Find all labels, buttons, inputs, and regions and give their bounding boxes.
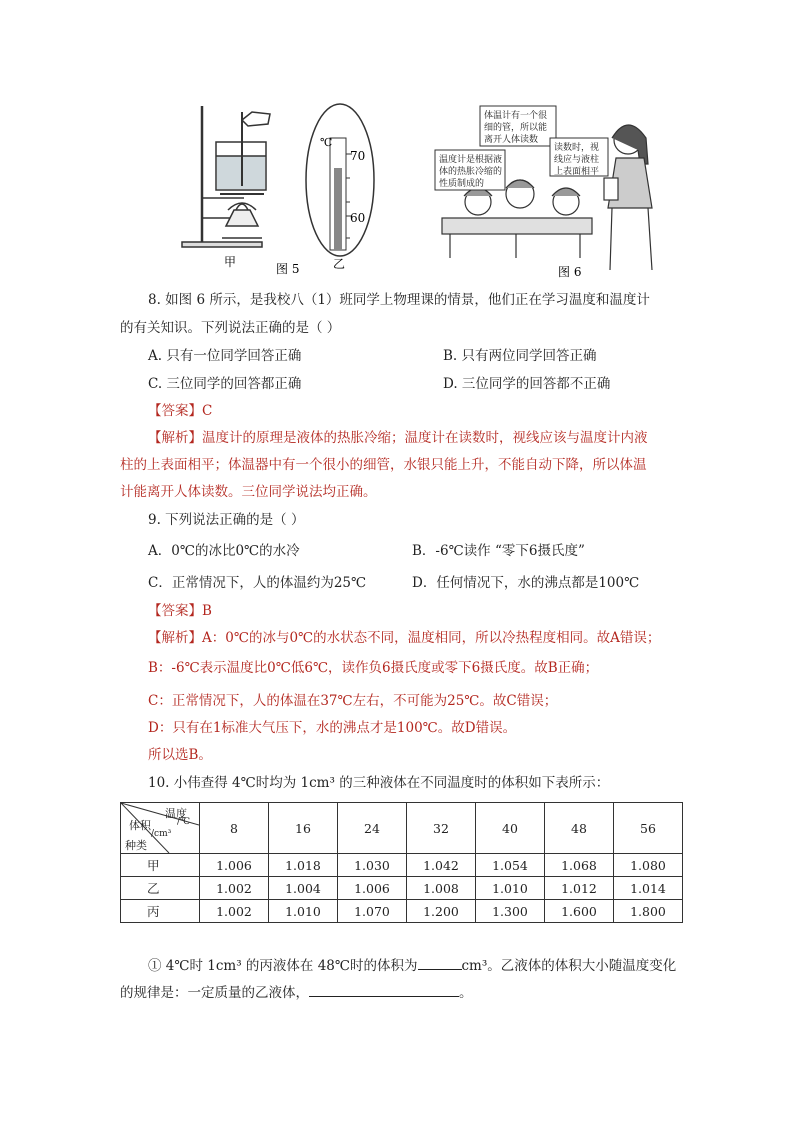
- table-cell: 1.010: [476, 877, 545, 900]
- bubble1-line3: 离开人体读数: [484, 135, 539, 145]
- q10-sub1-line1: [148, 956, 676, 976]
- table-cell: 1.800: [614, 900, 683, 923]
- q8-answer: 【答案】C: [148, 403, 213, 419]
- corner-kind-label: 种类: [125, 839, 147, 852]
- table-cell: 1.600: [545, 900, 614, 923]
- q10-sub1-text-a: ① 4℃时 1cm³ 的丙液体在 48℃时的体积为: [148, 958, 418, 974]
- bubble1-line1: 体温计有一个很: [484, 111, 548, 121]
- table-row: [121, 854, 683, 877]
- figure5-label-yi: 乙: [333, 257, 346, 271]
- q10-sub1-text-d: 。: [459, 985, 473, 1001]
- figure5-caption: 图 5: [276, 262, 300, 276]
- bubble1-line2: 细的管，所以能: [484, 123, 548, 133]
- table-cell: 1.070: [338, 900, 407, 923]
- q10-stem: 10. 小伟查得 4℃时均为 1cm³ 的三种液体在不同温度时的体积如下表所示：: [148, 775, 610, 791]
- volume-table: [120, 802, 683, 923]
- answer-blank-1[interactable]: [418, 969, 462, 970]
- thermometer-scale: [306, 104, 374, 256]
- figure5-label-jia: 甲: [224, 255, 237, 269]
- bubble2-line3: 性质制成的: [439, 179, 485, 189]
- tick-60: 60: [350, 211, 366, 225]
- table-cell: 1.006: [200, 854, 269, 877]
- q8-stem-line2: 的有关知识。下列说法正确的是（ ）: [120, 320, 341, 336]
- table-header-row: [121, 803, 683, 854]
- header-temp-24: 24: [338, 803, 407, 854]
- header-temp-40: 40: [476, 803, 545, 854]
- table-cell: 1.200: [407, 900, 476, 923]
- corner-temp-unit: /℃: [177, 817, 191, 827]
- q9-analysis-line1: 【解析】A：0℃的冰与0℃的水状态不同，温度相同，所以冷热程度相同。故A错误；: [148, 630, 661, 646]
- q9-analysis-line2: B：-6℃表示温度比0℃低6℃，读作负6摄氏度或零下6摄氏度。故B正确；: [148, 660, 599, 676]
- table-cell: 1.002: [200, 900, 269, 923]
- figure6-caption: 图 6: [558, 265, 582, 279]
- header-temp-56: 56: [614, 803, 683, 854]
- table-cell: 1.008: [407, 877, 476, 900]
- row-name: 乙: [121, 877, 200, 900]
- answer-blank-2[interactable]: [309, 996, 459, 997]
- row-name: 甲: [121, 854, 200, 877]
- bubble2-line2: 体的热胀冷缩的: [439, 167, 503, 177]
- q10-sub1-text-b: cm³。乙液体的体积大小随温度变化: [461, 958, 677, 974]
- table-cell: 1.018: [269, 854, 338, 877]
- corner-vol-label: 体积: [129, 819, 151, 832]
- table-cell: 1.014: [614, 877, 683, 900]
- q9-analysis-line3: C：正常情况下，人的体温在37℃左右，不可能为25℃。故C错误；: [148, 693, 558, 709]
- table-cell: 1.054: [476, 854, 545, 877]
- q9-option-d: D．任何情况下，水的沸点都是100℃: [412, 575, 640, 591]
- table-corner-cell: [121, 803, 200, 854]
- q8-option-b: B. 只有两位同学回答正确: [443, 348, 597, 364]
- bubble3-line1: 读数时，视: [554, 143, 600, 153]
- q8-analysis-line1: 【解析】温度计的原理是液体的热胀冷缩；温度计在读数时，视线应该与温度计内液: [148, 430, 648, 446]
- q9-analysis-line5: 所以选B。: [148, 747, 212, 763]
- q9-option-c: C．正常情况下，人的体温约为25℃: [148, 575, 367, 591]
- q9-analysis-line4: D：只有在1标准大气压下，水的沸点才是100℃。故D错误。: [148, 720, 517, 736]
- header-temp-48: 48: [545, 803, 614, 854]
- table-cell: 1.002: [200, 877, 269, 900]
- table-cell: 1.010: [269, 900, 338, 923]
- q10-sub1-line2: [120, 983, 473, 1003]
- q9-stem: 9. 下列说法正确的是（ ）: [148, 512, 305, 528]
- q9-option-b: B．-6℃读作 “零下6摄氏度”: [412, 543, 585, 559]
- bubble2-line1: 温度计是根据液: [439, 155, 503, 165]
- header-temp-8: 8: [200, 803, 269, 854]
- q8-option-a: A. 只有一位同学回答正确: [148, 348, 302, 364]
- q9-answer: 【答案】B: [148, 603, 212, 619]
- figure-5-and-6: [180, 98, 680, 280]
- corner-temp-label: 温度: [165, 807, 187, 820]
- table-cell: 1.080: [614, 854, 683, 877]
- header-temp-16: 16: [269, 803, 338, 854]
- q8-option-c: C. 三位同学的回答都正确: [148, 376, 302, 392]
- tick-70: 70: [350, 149, 366, 163]
- corner-vol-unit: /cm³: [151, 829, 172, 839]
- bubble3-line2: 线应与液柱: [554, 155, 600, 165]
- bubble3-line3: 上表面相平: [554, 167, 600, 177]
- classroom-illustration: [442, 125, 652, 270]
- table-row: [121, 877, 683, 900]
- q8-option-d: D. 三位同学的回答都不正确: [443, 376, 611, 392]
- q8-analysis-line2: 柱的上表面相平；体温器中有一个很小的细管，水银只能上升，不能自动下降，所以体温: [120, 457, 647, 473]
- row-name: 丙: [121, 900, 200, 923]
- table-cell: 1.030: [338, 854, 407, 877]
- table-cell: 1.042: [407, 854, 476, 877]
- thermometer-unit: ℃: [320, 136, 333, 149]
- q8-analysis-line3: 计能离开人体读数。三位同学说法均正确。: [120, 484, 377, 500]
- header-temp-32: 32: [407, 803, 476, 854]
- table-row: [121, 900, 683, 923]
- table-cell: 1.068: [545, 854, 614, 877]
- table-cell: 1.006: [338, 877, 407, 900]
- q10-sub1-text-c: 的规律是：一定质量的乙液体，: [120, 985, 309, 1001]
- q8-stem-line1: 8. 如图 6 所示，是我校八（1）班同学上物理课的情景，他们正在学习温度和温度计: [148, 292, 650, 308]
- table-cell: 1.004: [269, 877, 338, 900]
- figures-area: [180, 98, 680, 280]
- table-cell: 1.300: [476, 900, 545, 923]
- table-cell: 1.012: [545, 877, 614, 900]
- q9-option-a: A．0℃的冰比0℃的水冷: [148, 543, 300, 559]
- iron-stand-apparatus: [182, 106, 270, 247]
